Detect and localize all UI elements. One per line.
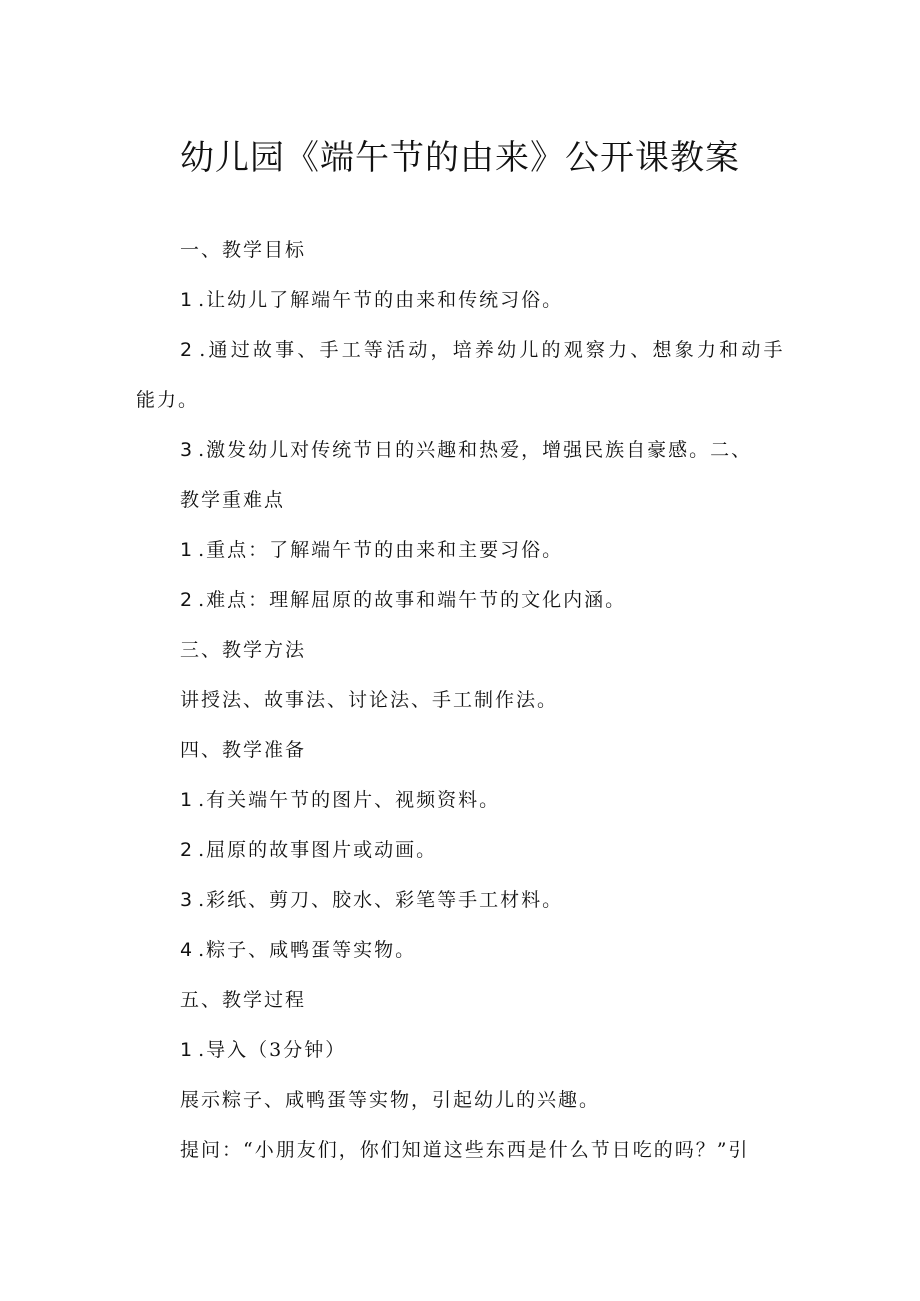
section-heading-key-points <box>180 486 285 514</box>
item-number: 1 <box>180 289 195 311</box>
line-text: .激发幼儿对传统节日的兴趣和热爱，增强民族自豪感。二、 <box>198 439 753 461</box>
item-number: 1 <box>180 789 195 811</box>
line-text: 提问：“小朋友们，你们知道这些东西是什么节日吃的吗？”引 <box>180 1139 750 1161</box>
key-point-item-2 <box>180 586 626 614</box>
section-heading-process <box>180 986 306 1014</box>
line-text: .屈原的故事图片或动画。 <box>198 839 438 861</box>
process-question <box>180 1136 749 1164</box>
objective-item-1 <box>180 286 563 314</box>
line-text: 四、教学准备 <box>180 739 307 761</box>
item-number: 3 <box>180 889 195 911</box>
preparation-item-4 <box>180 936 416 964</box>
line-text: .让幼儿了解端午节的由来和传统习俗。 <box>198 289 564 311</box>
line-text: .通过故事、手工等活动，培养幼儿的观察力、想象力和动手 <box>199 339 786 361</box>
line-text: 三、教学方法 <box>180 639 307 661</box>
line-text: 一、教学目标 <box>180 239 307 261</box>
preparation-item-1 <box>180 786 500 814</box>
objective-item-3 <box>180 436 752 464</box>
item-number: 3 <box>180 439 195 461</box>
line-text: .粽子、咸鸭蛋等实物。 <box>198 939 417 961</box>
line-text: .重点：了解端午节的由来和主要习俗。 <box>198 539 564 561</box>
document-title: 幼儿园《端午节的由来》公开课教案 <box>180 138 740 178</box>
line-text: 五、教学过程 <box>180 989 307 1011</box>
item-number: 1 <box>180 1039 195 1061</box>
item-number: 4 <box>180 939 195 961</box>
item-number: 1 <box>180 539 195 561</box>
line-text: .有关端午节的图片、视频资料。 <box>198 789 501 811</box>
preparation-item-2 <box>180 836 437 864</box>
line-text: .难点：理解屈原的故事和端午节的文化内涵。 <box>198 589 627 611</box>
methods-text <box>180 686 558 714</box>
section-heading-objectives <box>180 236 306 264</box>
line-text: .彩纸、剪刀、胶水、彩笔等手工材料。 <box>198 889 564 911</box>
line-text: .导入（3分钟） <box>198 1039 347 1061</box>
section-heading-preparation <box>180 736 306 764</box>
item-number: 2 <box>180 339 196 361</box>
process-paragraph <box>180 1086 600 1114</box>
item-number: 2 <box>180 589 195 611</box>
process-item-1 <box>180 1036 346 1064</box>
objective-item-2-continued <box>136 386 199 414</box>
item-number: 2 <box>180 839 195 861</box>
objective-item-2 <box>180 336 786 364</box>
line-text: 教学重难点 <box>180 489 286 511</box>
line-text: 讲授法、故事法、讨论法、手工制作法。 <box>180 689 559 711</box>
line-text: 能力。 <box>136 389 200 411</box>
section-heading-methods <box>180 636 306 664</box>
key-point-item-1 <box>180 536 563 564</box>
line-text: 展示粽子、咸鸭蛋等实物，引起幼儿的兴趣。 <box>180 1089 601 1111</box>
preparation-item-3 <box>180 886 563 914</box>
